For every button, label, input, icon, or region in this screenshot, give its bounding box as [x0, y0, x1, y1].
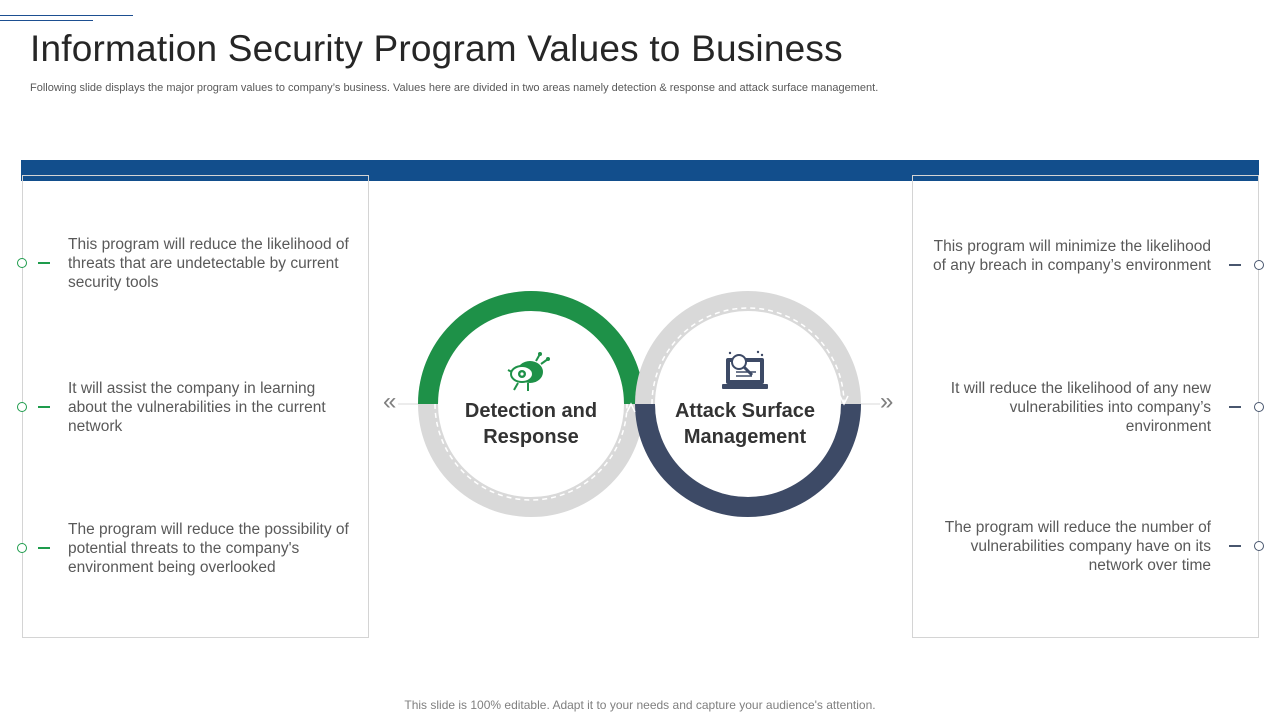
bug-eye-icon [508, 352, 550, 391]
left-point-1: This program will reduce the likelihood of threats that are undetectable by current security tools [68, 236, 349, 291]
right-point-3: The program will reduce the number of vulnerabilities company have on its network over time [944, 519, 1211, 574]
chevron-right-icon: » [880, 388, 894, 415]
right-point-2: It will reduce the likelihood of any new vulnerabilities into company’s environment [950, 380, 1211, 435]
right-point-1: This program will minimize the likelihood of any breach in company’s environment [932, 238, 1211, 274]
left-point-2: It will assist the company in learning about the vulnerabilities in the current network [68, 380, 326, 435]
attack-label: Attack Surface Management [674, 400, 816, 448]
chevron-left-icon: « [383, 388, 397, 415]
detection-label: Detection and Response [464, 400, 598, 448]
page-subtitle: Following slide displays the major program values to company’s business. Values here are divided in two areas namely detection & response and attack surface management. [30, 82, 879, 94]
laptop-magnifier-icon [722, 351, 768, 389]
detection-ring-arc [428, 301, 634, 404]
page-title: Information Security Program Values to Business [30, 28, 843, 69]
footer-note: This slide is 100% editable. Adapt it to your needs and capture your audience's attention. [404, 698, 876, 712]
left-point-3: The program will reduce the possibility of potential threats to the company's environment being overlooked [68, 521, 349, 576]
